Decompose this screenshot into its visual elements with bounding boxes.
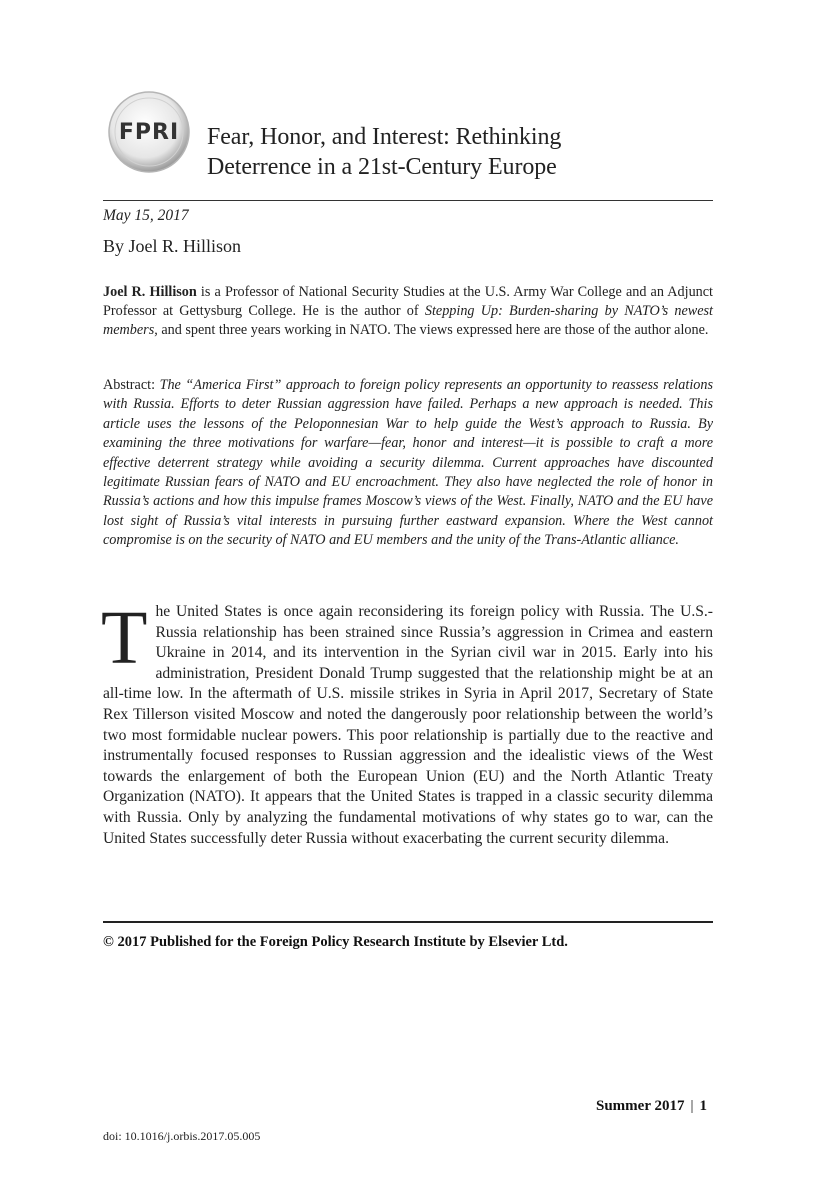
drop-cap: T <box>101 596 148 680</box>
title-line-2: Deterrence in a 21st-Century Europe <box>207 154 557 180</box>
bio-text-2: , and spent three years working in NATO. The views expressed here are those of the author alone. <box>154 322 709 338</box>
publication-date: May 15, 2017 <box>103 207 189 224</box>
page-footer <box>596 1098 707 1115</box>
issue-label: Summer 2017 <box>596 1098 685 1114</box>
article-title <box>207 122 561 182</box>
author-bio <box>103 283 713 340</box>
body-paragraph <box>101 596 713 849</box>
fpri-logo-graphic <box>103 88 195 180</box>
copyright-notice: © 2017 Published for the Foreign Policy Research Institute by Elsevier Ltd. <box>103 934 568 950</box>
byline: By Joel R. Hillison <box>103 236 242 256</box>
abstract-label: Abstract: <box>103 377 160 393</box>
header-divider <box>103 200 713 201</box>
bio-text-1: is a Professor of National Security Studies at the U.S. Army War College and an Adjunct Professor at Gettysburg College. He is the author of <box>103 284 713 319</box>
doi: doi: 10.1016/j.orbis.2017.05.005 <box>103 1129 261 1143</box>
page-number: 1 <box>699 1098 707 1114</box>
abstract <box>103 376 713 551</box>
footer-divider <box>103 921 713 923</box>
abstract-text: The “America First” approach to foreign policy represents an opportunity to reassess relations with Russia. Efforts to deter Russian aggression have failed. Perhaps a new approach is needed. This article uses the lessons of the Peloponnesian War to help guide the West’s approach to Russia. By examining the three motivations for warfare—fear, honor and interest—it is possible to craft a more effective deterrent strategy while avoiding a security dilemma. Current approaches have discounted legitimate Russian fears of NATO and EU encroachment. They also have neglected the role of honor in Russia’s actions and how this impulse frames Moscow’s views of the West. Finally, NATO and the EU have lost sight of Russia’s vital interests in pursuing further eastward expansion. Where the West cannot compromise is on the security of NATO and EU members and the unity of the Trans-Atlantic alliance. <box>103 377 713 549</box>
fpri-logo <box>103 88 195 180</box>
book-title: Stepping Up: Burden-sharing by NATO’s newest members <box>103 303 713 338</box>
logo-text: FPRI <box>118 120 180 145</box>
body-text: he United States is once again reconsidering its foreign policy with Russia. The U.S.-Russia relationship has been strained since Russia’s aggression in Crimea and eastern Ukraine in 2014, and its intervention in the Syrian civil war in 2015. Early into his administration, President Donald Trump suggested that the relationship might be at an all-time low. In the aftermath of U.S. missile strikes in Syria in April 2017, Secretary of State Rex Tillerson visited Moscow and noted the dangerously poor relationship between the world’s two most formidable nuclear powers. This poor relationship is partially due to the reactive and instrumentally focused responses to Russian aggression and the idealistic views of the West towards the enlargement of both the European Union (EU) and the North Atlantic Treaty Organization (NATO). It appears that the United States is trapped in a classic security dilemma with Russia. Only by analyzing the fundamental motivations of why states go to war, can the United States successfully deter Russia without exacerbating the current security dilemma. <box>103 603 713 847</box>
footer-separator: | <box>690 1098 694 1114</box>
title-line-1: Fear, Honor, and Interest: Rethinking <box>207 124 562 150</box>
author-name: Joel R. Hillison <box>103 284 197 300</box>
